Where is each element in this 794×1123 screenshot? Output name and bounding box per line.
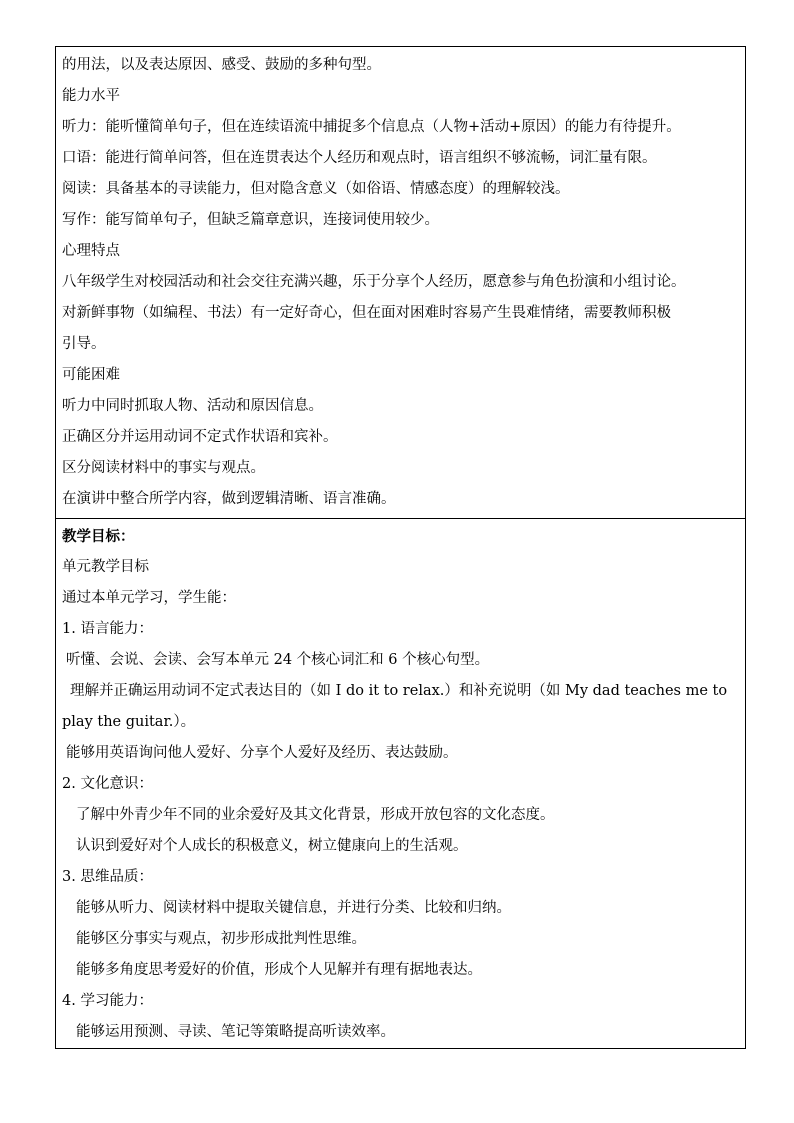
text-line: 八年级学生对校园活动和社会交往充满兴趣，乐于分享个人经历，愿意参与角色扮演和小组讨论。 [62,274,686,290]
lesson-plan-table [55,46,746,1049]
text-line: 能力水平 [62,88,120,104]
text-line: 认识到爱好对个人成长的积极意义，树立健康向上的生活观。 [76,838,468,854]
text-line: 了解中外青少年不同的业余爱好及其文化背景，形成开放包容的文化态度。 [76,807,555,823]
text-line: 能够运用预测、寻读、笔记等策略提高听读效率。 [76,1024,395,1040]
text-line: 阅读：具备基本的寻读能力，但对隐含意义（如俗语、情感态度）的理解较浅。 [62,181,570,197]
text-line: 听力：能听懂简单句子，但在连续语流中捕捉多个信息点（人物+活动+原因）的能力有待提升。 [62,119,681,135]
teaching-objectives-cell [56,519,745,1048]
learner-analysis-cell [56,47,745,519]
text-line: 听力中同时抓取人物、活动和原因信息。 [62,398,323,414]
text-line: 能够从听力、阅读材料中提取关键信息，并进行分类、比较和归纳。 [76,900,511,916]
text-line: 4. 学习能力： [62,993,153,1009]
text-line: 引导。 [62,336,106,352]
text-line: 理解并正确运用动词不定式表达目的（如 I do it to relax.）和补充说明（如 My dad teaches me to [70,683,728,699]
text-line: 1. 语言能力： [62,621,153,637]
text-line: 3. 思维品质： [62,869,153,885]
text-line: 2. 文化意识： [62,776,153,792]
text-line: 通过本单元学习，学生能： [62,590,236,606]
text-line: 口语：能进行简单问答，但在连贯表达个人经历和观点时，语言组织不够流畅，词汇量有限。 [62,150,657,166]
text-line: 能够多角度思考爱好的价值，形成个人见解并有理有据地表达。 [76,962,482,978]
text-line: 区分阅读材料中的事实与观点。 [62,460,265,476]
text-line: 能够用英语询问他人爱好、分享个人爱好及经历、表达鼓励。 [66,745,458,761]
text-line: 正确区分并运用动词不定式作状语和宾补。 [62,429,338,445]
text-line: 心理特点 [62,243,120,259]
text-line: 的用法，以及表达原因、感受、鼓励的多种句型。 [62,57,381,73]
text-line: 可能困难 [62,367,120,383]
text-line: play the guitar.）。 [62,714,196,730]
text-line: 在演讲中整合所学内容，做到逻辑清晰、语言准确。 [62,491,396,507]
text-line: 能够区分事实与观点，初步形成批判性思维。 [76,931,366,947]
text-line: 写作：能写简单句子，但缺乏篇章意识，连接词使用较少。 [62,212,439,228]
section-heading: 教学目标： [62,528,135,545]
text-line: 听懂、会说、会读、会写本单元 24 个核心词汇和 6 个核心句型。 [66,652,490,668]
text-line: 对新鲜事物（如编程、书法）有一定好奇心，但在面对困难时容易产生畏难情绪，需要教师积极 [62,305,671,321]
text-line: 单元教学目标 [62,559,149,575]
